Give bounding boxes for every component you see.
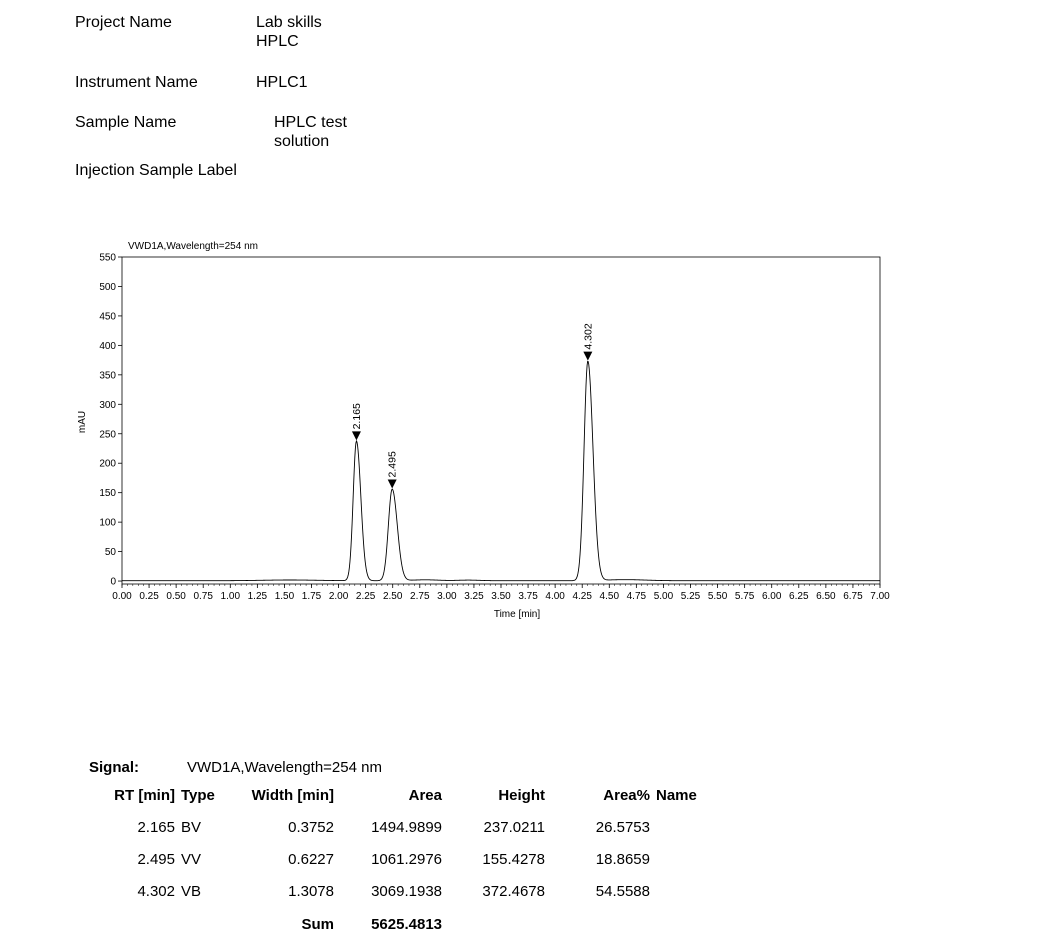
x-tick-label: 6.50 (816, 591, 836, 602)
y-tick-label: 250 (99, 429, 116, 441)
x-tick-label: 5.25 (680, 591, 701, 602)
cell-width: 1.3078 (288, 883, 334, 900)
peak-markers (351, 323, 594, 488)
cell-width: 0.6227 (288, 851, 334, 868)
x-tick-label: 0.00 (112, 591, 132, 602)
cell-area-pct: 26.5753 (595, 819, 650, 836)
x-tick-label: 1.25 (247, 591, 268, 602)
peak-label: 4.302 (582, 323, 595, 350)
y-tick-label: 200 (99, 458, 116, 470)
x-tick-label: 0.50 (166, 591, 186, 602)
x-axis-ticks (112, 584, 890, 602)
y-tick-label: 450 (99, 311, 116, 323)
x-tick-label: 0.25 (139, 591, 159, 602)
peak-marker-triangle (352, 431, 361, 440)
project-name-line1: Lab skills (256, 14, 322, 31)
y-tick-label: 550 (99, 252, 116, 264)
peak-label: 2.165 (350, 403, 363, 430)
y-axis-ticks (99, 253, 122, 588)
col-area-header: Area (408, 787, 442, 804)
x-tick-label: 1.00 (220, 591, 241, 602)
cell-height: 155.4278 (482, 851, 545, 868)
cell-width: 0.3752 (288, 819, 334, 836)
chart-title: VWD1A,Wavelength=254 nm (128, 241, 258, 252)
instrument-name-value (256, 73, 308, 92)
x-tick-label: 4.50 (599, 591, 620, 602)
cell-area-pct: 18.8659 (595, 851, 650, 868)
project-name-line2: HPLC (256, 33, 299, 50)
x-tick-label: 4.25 (572, 591, 592, 602)
sample-name-line1: HPLC test (274, 114, 347, 131)
peak-marker-triangle (388, 479, 397, 488)
peak-marker-triangle (583, 352, 592, 361)
y-tick-label: 350 (99, 370, 116, 382)
x-tick-label: 5.50 (707, 591, 728, 602)
x-tick-label: 6.75 (843, 591, 863, 602)
x-tick-label: 5.75 (734, 591, 755, 602)
x-tick-label: 7.00 (870, 591, 890, 602)
x-tick-label: 6.25 (789, 591, 809, 602)
x-tick-label: 0.75 (193, 591, 213, 602)
y-axis-title: mAU (77, 410, 88, 434)
y-tick-label: 150 (99, 488, 116, 500)
x-axis-title: Time [min] (493, 609, 541, 620)
y-tick-label: 500 (99, 281, 116, 293)
x-tick-label: 6.00 (761, 591, 782, 602)
cell-area: 1494.9899 (371, 819, 442, 836)
x-tick-label: 2.25 (355, 591, 376, 602)
x-tick-label: 3.75 (518, 591, 538, 602)
x-tick-label: 2.50 (382, 591, 403, 602)
cell-rt: 2.165 (137, 819, 175, 836)
peak-label: 2.495 (386, 451, 399, 478)
x-tick-label: 5.00 (653, 591, 674, 602)
sample-name-line2: solution (274, 133, 330, 150)
cell-area-pct: 54.5588 (595, 883, 650, 900)
x-tick-label: 3.00 (437, 591, 457, 602)
col-width-header: Width [min] (251, 787, 334, 804)
chromatogram-chart (60, 228, 890, 628)
cell-area: 3069.1938 (371, 883, 442, 900)
signal-value: VWD1A,Wavelength=254 nm (187, 759, 382, 776)
chromatogram-svg (60, 228, 890, 628)
y-tick-label: 400 (99, 340, 116, 352)
project-name-label: Project Name (75, 14, 172, 31)
instrument-name-label: Instrument Name (75, 74, 198, 91)
col-name-header: Name (656, 787, 697, 804)
cell-rt: 2.495 (137, 851, 175, 868)
chromatogram-trace (122, 361, 880, 580)
cell-height: 237.0211 (483, 819, 545, 836)
col-rt-header: RT [min] (114, 787, 175, 804)
x-tick-label: 1.75 (301, 591, 322, 602)
sample-name-value (274, 113, 347, 151)
cell-type: BV (181, 819, 202, 836)
y-tick-label: 100 (99, 517, 116, 529)
x-tick-label: 2.00 (328, 591, 349, 602)
y-tick-label: 50 (104, 547, 116, 559)
sum-value: 5625.4813 (371, 916, 442, 933)
plot-frame (122, 257, 880, 584)
col-area-pct-header: Area% (603, 787, 650, 804)
instrument-name-text: HPLC1 (256, 74, 308, 91)
col-type-header: Type (181, 787, 215, 804)
col-height-header: Height (498, 787, 545, 804)
cell-area: 1061.2976 (371, 851, 442, 868)
sum-label: Sum (301, 916, 334, 933)
cell-height: 372.4678 (482, 883, 545, 900)
x-tick-label: 3.50 (491, 591, 511, 602)
injection-sample-label: Injection Sample Label (75, 162, 237, 179)
x-tick-label: 4.75 (626, 591, 647, 602)
cell-rt: 4.302 (137, 883, 175, 900)
x-tick-label: 1.50 (274, 591, 295, 602)
project-name-value (256, 13, 322, 51)
y-tick-label: 300 (99, 399, 116, 411)
x-tick-label: 3.25 (464, 591, 484, 602)
sample-name-label: Sample Name (75, 114, 177, 131)
x-tick-label: 2.75 (410, 591, 430, 602)
y-tick-label: 0 (110, 576, 116, 588)
signal-label: Signal: (89, 759, 140, 776)
x-tick-label: 4.00 (545, 591, 565, 602)
cell-type: VV (181, 851, 202, 868)
cell-type: VB (181, 883, 202, 900)
